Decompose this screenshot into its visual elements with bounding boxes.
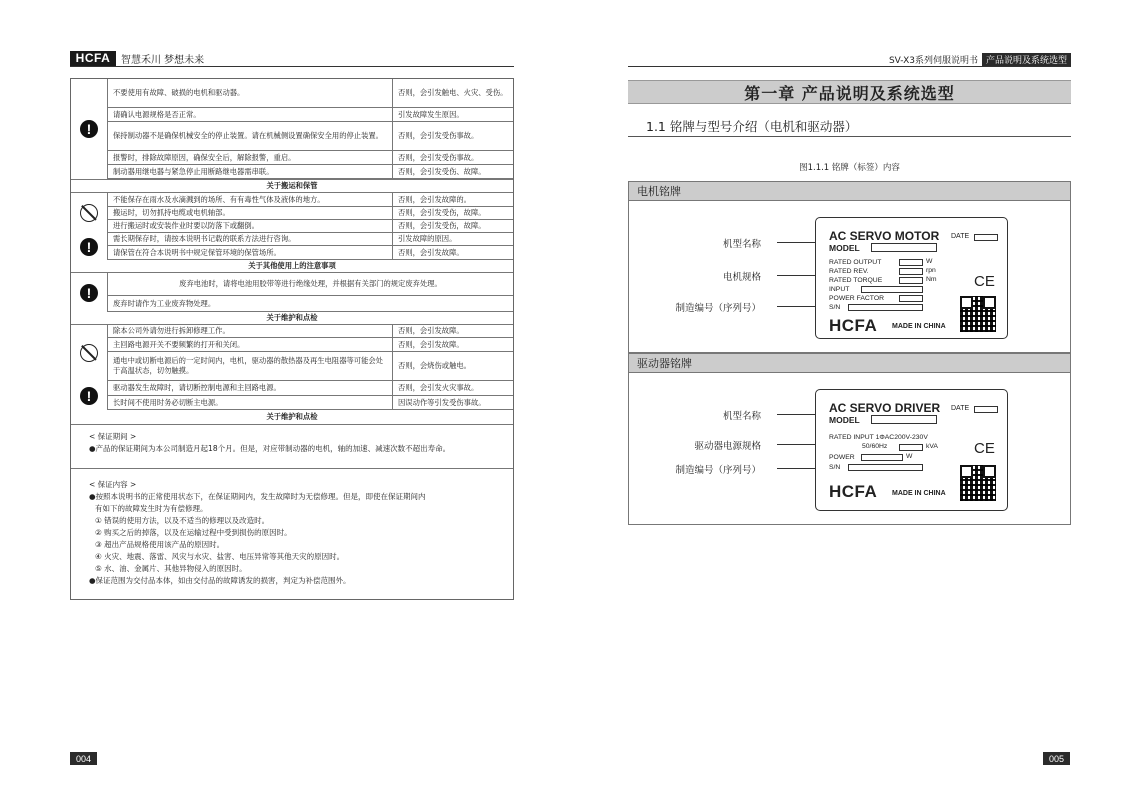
table-row: 搬运时，切勿抓持电缆或电机轴部。 否则，会引发受伤，故障。 [108,207,513,220]
table-row: 废弃时请作为工业废弃物处理。 [108,296,513,312]
warning-icon: ! [71,381,108,410]
warning-icon: ! [71,233,108,260]
table-row: 需长期保存时，请按本说明书记载的联系方法进行咨询。 引发故障的原因。 [108,233,513,246]
chapter-title: 第一章 产品说明及系统选型 [628,80,1071,104]
slogan: 智慧禾川 梦想未来 [121,54,205,66]
table-row: 长时间不使用时务必切断主电源。 因误动作等引发受伤事故。 [108,396,513,410]
driver-nameplate: AC SERVO DRIVER DATE MODEL RATED INPUT 1ΦAC200V-230V 50/60Hz kVA POWER W S/N CE HCFA MADE IN CHINA [815,389,1008,511]
right-page-header [628,52,1071,67]
figure-caption: 图1.1.1 铭牌（标签）内容 [799,163,900,173]
left-page-header [70,50,514,67]
section-maintenance: 关于维护和点检 [71,312,513,325]
warning-icon: ! [71,79,108,179]
table-row: 通电中或切断电源后的一定时间内，电机，驱动器的散热器及再生电阻器等可能会处于高温状态，切勿触摸。 否则，会烧伤或触电。 [108,352,513,381]
page-number-left: 004 [70,752,97,765]
doc-title: SV-X3系列伺服说明书 [888,55,978,66]
ce-mark: CE [974,440,995,457]
table-row: 保持制动器不是确保机械安全的停止装置。请在机械侧设置确保安全用的停止装置。 否则，会引发受伤事故。 [108,122,513,151]
ce-mark: CE [974,273,995,290]
label-driver-power: 驱动器电源规格 [694,441,761,452]
label-model-name: 机型名称 [722,411,761,422]
hcfa-brand: HCFA [829,316,878,335]
label-serial: 制造编号（序列号） [675,465,761,476]
plate-title: AC SERVO MOTOR [829,229,940,243]
table-row: 废弃电池时，请将电池用胶带等进行绝缘处理，并根据有关部门的规定废弃处理。 [108,273,513,296]
page-number-right: 005 [1043,752,1070,765]
warranty-period: < 保证期间 > ●产品的保证期间为本公司制造月起18个月。但是，对应带制动器的电机，轴的加速、减速次数不超出寿命。 [71,427,513,469]
driver-nameplate-panel [628,353,1071,525]
table-row: 除本公司外请勿进行拆卸修理工作。 否则，会引发故障。 [108,325,513,338]
table-row: 进行搬运时或安装作业时要以防落下或翻倒。 否则，会引发受伤，故障。 [108,220,513,233]
section-tab: 产品说明及系统选型 [982,53,1071,66]
warranty-content: < 保证内容 > ●按照本说明书的正常使用状态下，在保证期间内，发生故障时为无偿修理。但是，即使在保证期间内 有如下的故障发生时为有偿修理。 ① 错误的使用方法，以及不适当的修理以及改造时。 ② 购买之后的掉落，以及在运输过程中受到损伤的原因时。 ③ 超出产品规格使用该产品的原因时。 ④ 火灾、地震、落雷、风灾与水灾、盐害、电压异常等其他天灾的原因时。 ⑤ 水、油、金属片、其他异物侵入的原因时。 ●保证范围为交付品本体，如由交付品的故障诱发的损害，判定为补偿范围外。 [89,480,426,585]
label-motor-spec: 电机规格 [722,272,761,283]
table-row: 不能保存在雨水及水滴溅到的场所、有有毒性气体及液体的地方。 否则，会引发故障的。 [108,193,513,207]
section-divider [628,136,1071,137]
warning-icon: ! [71,273,108,312]
prohibited-icon [71,193,108,233]
section-title: 1.1 铭牌与型号介绍（电机和驱动器） [646,119,858,134]
table-row: 报警时，排除故障原因，确保安全后，解除报警，重启。 否则，会引发受伤事故。 [108,151,513,165]
plate-title: AC SERVO DRIVER [829,401,941,415]
table-row: 请确认电源规格是否正常。 引发故障发生原因。 [108,108,513,122]
qr-code-icon [960,296,996,332]
motor-nameplate-panel [628,181,1071,353]
label-serial: 制造编号（序列号） [675,303,761,314]
prohibited-icon [71,325,108,381]
label-model-name: 机型名称 [722,239,761,250]
section-other-notes: 关于其他使用上的注意事项 [71,260,513,273]
motor-panel-heading: 电机铭牌 [629,182,1070,201]
table-row: 不要使用有故障、破损的电机和驱动器。 否则，会引发触电、火灾、受伤。 [108,79,513,108]
table-row: 主回路电源开关不要频繁的打开和关闭。 否则，会引发故障。 [108,338,513,352]
qr-code-icon [960,465,996,501]
driver-panel-heading: 驱动器铭牌 [629,354,1070,373]
table-row: 请保管在符合本说明书中规定保管环境的保管场所。 否则，会引发故障。 [108,246,513,260]
table-row: 制动器用继电器与紧急停止用断路继电器需串联。 否则，会引发受伤、故障。 [108,165,513,179]
section-maintenance-2: 关于维护和点检 [71,410,513,425]
hcfa-logo: HCFA [70,51,116,66]
section-transport: 关于搬运和保管 [71,179,513,193]
hcfa-brand: HCFA [829,482,878,501]
motor-nameplate: AC SERVO MOTOR DATE MODEL RATED OUTPUT RATED REV. RATED TORQUE INPUT POWER FACTOR S/N W rpn Nm CE HCFA MADE IN CHINA [815,217,1008,339]
safety-table [70,78,514,600]
table-row: 驱动器发生故障时，请切断控制电源和主回路电源。 否则，会引发火灾事故。 [108,381,513,396]
